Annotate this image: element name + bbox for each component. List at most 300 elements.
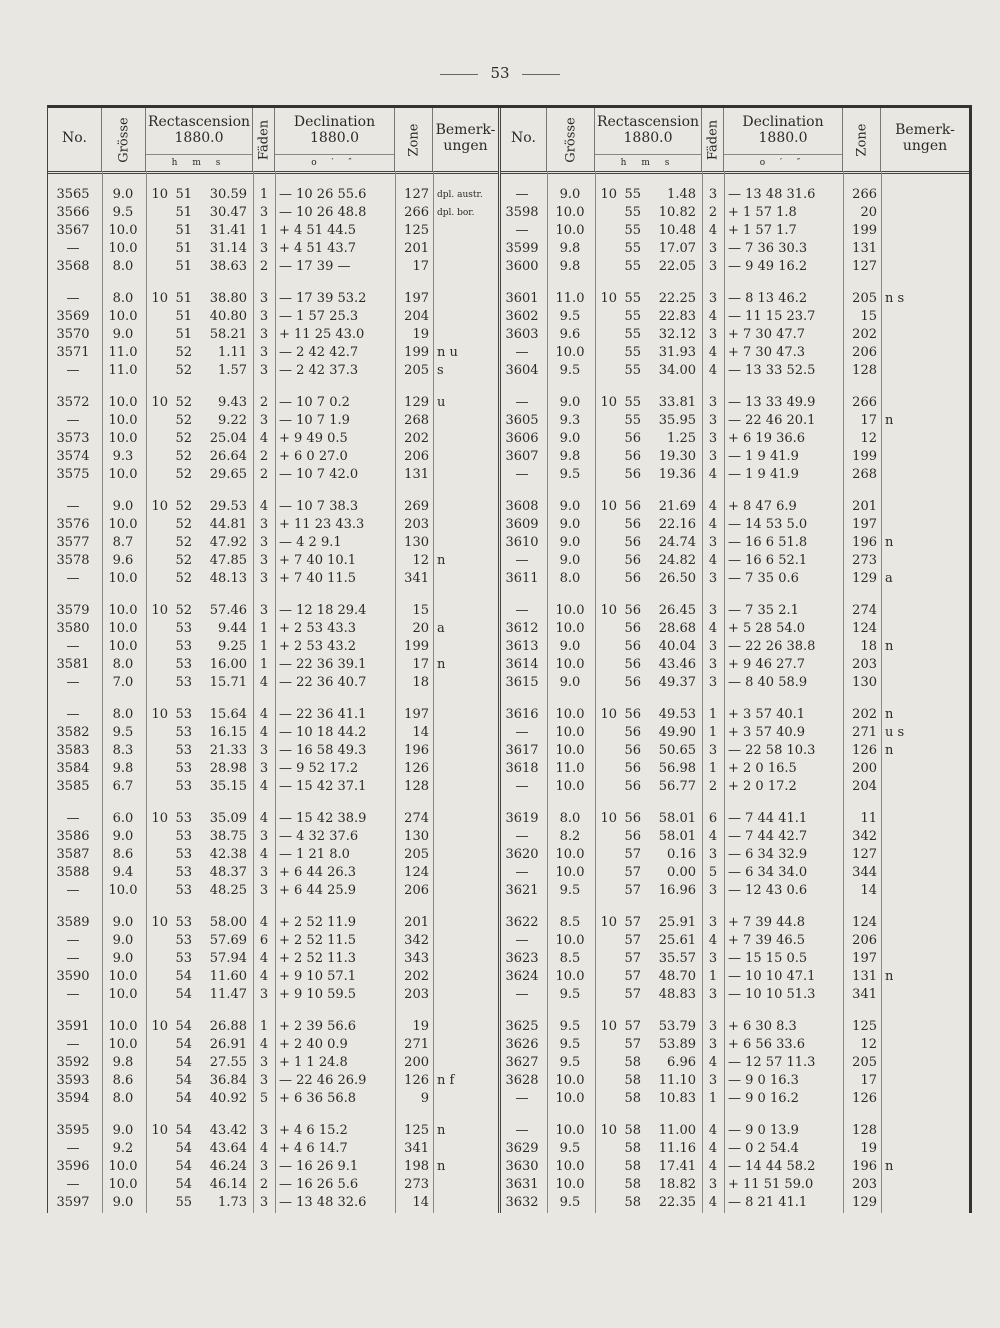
star-number: 3567 [56,223,90,238]
ra-seconds: 9.43 [218,395,247,410]
ra-seconds: 47.85 [209,553,247,568]
ra-seconds: 29.65 [209,467,247,482]
declination: — 12 43 0.6 [728,883,808,898]
magnitude: 9.5 [559,1019,581,1034]
threads-count: 3 [259,517,269,532]
header-declination-title: Declination [742,114,824,130]
threads-count: 4 [708,1141,718,1156]
table-row [501,760,969,778]
table-row [501,968,969,986]
zone-number: 274 [404,811,429,826]
header-groesse [102,108,146,171]
threads-count: 1 [708,1091,718,1106]
table-row [48,778,498,796]
ra-seconds: 44.81 [209,517,247,532]
table-row [501,326,969,344]
star-number: — [515,779,529,794]
declination: — 11 15 23.7 [728,309,816,324]
ra-seconds: 35.09 [209,811,247,826]
ra-seconds: 53.79 [658,1019,696,1034]
remark: n [885,743,894,758]
zone-number: 12 [860,1037,877,1052]
table-row [501,1090,969,1108]
table-row [501,828,969,846]
zone-number: 17 [412,259,429,274]
ra-seconds: 53.89 [658,1037,696,1052]
remark: n u [437,345,458,360]
threads-count: 4 [708,467,718,482]
star-number: — [515,1091,529,1106]
ra-minutes: 53 [175,915,192,930]
zone-number: 271 [852,725,877,740]
header-groesse-label: Grösse [116,116,131,163]
ra-seconds: 11.60 [209,969,247,984]
table-row [48,950,498,968]
declination: — 17 39 53.2 [279,291,367,306]
star-number: — [515,223,529,238]
ra-seconds: 30.59 [209,187,247,202]
ra-minutes: 57 [624,883,641,898]
star-number: 3606 [505,431,539,446]
zone-number: 19 [412,1019,429,1034]
star-number: 3583 [56,743,90,758]
ra-seconds: 11.16 [658,1141,696,1156]
ra-minutes: 54 [175,1159,192,1174]
declination: + 11 23 43.3 [279,517,365,532]
table-row [48,1054,498,1072]
declination: — 16 6 52.1 [728,553,808,568]
table-row [48,1072,498,1090]
table-row [48,362,498,380]
threads-count: 3 [708,675,718,690]
zone-number: 124 [852,621,877,636]
magnitude: 10.0 [555,847,585,862]
declination: — 16 58 49.3 [279,743,367,758]
ra-seconds: 10.48 [658,223,696,238]
threads-count: 2 [259,467,269,482]
remark: n [885,707,894,722]
declination: — 7 35 0.6 [728,571,799,586]
magnitude: 10.0 [555,657,585,672]
magnitude: 9.5 [559,363,581,378]
ra-minutes: 54 [175,1055,192,1070]
table-row [501,986,969,1004]
threads-count: 4 [259,675,269,690]
magnitude: 9.5 [559,1195,581,1210]
threads-count: 4 [259,499,269,514]
zone-number: 204 [852,779,877,794]
zone-number: 15 [860,309,877,324]
declination: — 10 26 48.8 [279,205,367,220]
threads-count: 4 [708,517,718,532]
star-number: — [66,675,80,690]
ra-seconds: 9.22 [218,413,247,428]
star-number: 3568 [56,259,90,274]
declination: + 8 47 6.9 [728,499,797,514]
zone-number: 14 [412,1195,429,1210]
declination: + 11 51 59.0 [728,1177,814,1192]
magnitude: 10.0 [108,1159,138,1174]
ra-minutes: 54 [175,1019,192,1034]
magnitude: 10.0 [555,725,585,740]
ra-seconds: 22.25 [658,291,696,306]
ra-seconds: 47.92 [209,535,247,550]
magnitude: 10.0 [555,743,585,758]
magnitude: 10.0 [108,395,138,410]
threads-count: 4 [708,1195,718,1210]
zone-number: 126 [404,1073,429,1088]
zone-number: 17 [412,657,429,672]
threads-count: 4 [259,847,269,862]
ra-seconds: 58.21 [209,327,247,342]
page-number: 53 [0,64,1000,82]
star-number: 3578 [56,553,90,568]
zone-number: 273 [852,553,877,568]
table-row [501,1018,969,1036]
ra-seconds: 48.37 [209,865,247,880]
ra-minutes: 55 [624,309,641,324]
star-number: 3614 [505,657,539,672]
table-row [501,1140,969,1158]
ra-minutes: 55 [624,259,641,274]
declination: — 14 44 58.2 [728,1159,816,1174]
ra-seconds: 31.93 [658,345,696,360]
table-row [48,706,498,724]
declination: — 9 0 16.3 [728,1073,799,1088]
star-number: — [515,603,529,618]
header-faeden-label: Fäden [256,119,271,160]
zone-number: 126 [852,743,877,758]
ra-minutes: 52 [175,363,192,378]
ra-minutes: 54 [175,1177,192,1192]
threads-count: 3 [259,1055,269,1070]
ra-seconds: 10.82 [658,205,696,220]
ra-minutes: 56 [624,811,641,826]
table-row [501,846,969,864]
magnitude: 9.0 [559,553,581,568]
magnitude: 9.0 [112,1195,134,1210]
ra-minutes: 56 [624,603,641,618]
ra-seconds: 15.71 [209,675,247,690]
ra-minutes: 55 [624,291,641,306]
star-number: — [515,933,529,948]
magnitude: 8.0 [559,571,581,586]
ra-seconds: 48.13 [209,571,247,586]
ra-minutes: 53 [175,933,192,948]
star-number: — [66,883,80,898]
remark: n [437,553,446,568]
star-number: 3626 [505,1037,539,1052]
zone-number: 127 [404,187,429,202]
star-number: 3572 [56,395,90,410]
ra-seconds: 58.01 [658,811,696,826]
threads-count: 1 [708,707,718,722]
threads-count: 3 [708,241,718,256]
ra-minutes: 53 [175,621,192,636]
ra-minutes: 52 [175,395,192,410]
threads-count: 4 [708,1055,718,1070]
ra-seconds: 34.00 [658,363,696,378]
threads-count: 3 [708,743,718,758]
star-number: 3630 [505,1159,539,1174]
star-number: 3631 [505,1177,539,1192]
threads-count: 3 [259,309,269,324]
declination: + 4 6 15.2 [279,1123,348,1138]
declination: — 22 36 41.1 [279,707,367,722]
magnitude: 11.0 [555,761,585,776]
table-row [501,932,969,950]
threads-count: 3 [708,847,718,862]
star-number: — [66,241,80,256]
declination: — 7 36 30.3 [728,241,808,256]
star-number: 3594 [56,1091,90,1106]
star-number: — [66,1141,80,1156]
threads-count: 3 [259,1159,269,1174]
ra-seconds: 32.12 [658,327,696,342]
ra-minutes: 56 [624,621,641,636]
ra-seconds: 1.25 [667,431,696,446]
declination: — 6 34 32.9 [728,847,808,862]
magnitude: 9.0 [112,187,134,202]
ra-hours: 10 [151,1019,168,1034]
zone-number: 199 [404,345,429,360]
magnitude: 11.0 [555,291,585,306]
header-zone [395,108,433,171]
declination: — 1 9 41.9 [728,467,799,482]
table-row [501,950,969,968]
magnitude: 11.0 [108,363,138,378]
magnitude: 10.0 [108,517,138,532]
remark: n [885,969,894,984]
magnitude: 8.0 [112,657,134,672]
star-number: — [515,725,529,740]
table-row [501,1194,969,1212]
ra-seconds: 29.53 [209,499,247,514]
ra-seconds: 43.64 [209,1141,247,1156]
magnitude: 9.0 [112,933,134,948]
declination: + 7 40 11.5 [279,571,357,586]
table-row [501,602,969,620]
ra-minutes: 54 [175,1123,192,1138]
star-number: — [515,1123,529,1138]
table-row [48,1176,498,1194]
star-number: 3569 [56,309,90,324]
magnitude: 8.5 [559,915,581,930]
star-number: — [66,933,80,948]
magnitude: 9.0 [559,517,581,532]
magnitude: 9.2 [112,1141,134,1156]
table-row [48,914,498,932]
star-number: — [66,571,80,586]
threads-count: 3 [708,571,718,586]
declination: + 3 57 40.1 [728,707,806,722]
declination: + 6 44 26.3 [279,865,357,880]
star-number: — [515,395,529,410]
ra-minutes: 55 [624,187,641,202]
threads-count: 1 [259,223,269,238]
remark: n [885,413,894,428]
ra-seconds: 35.15 [209,779,247,794]
ra-minutes: 51 [175,291,192,306]
declination: — 22 26 38.8 [728,639,816,654]
zone-number: 342 [852,829,877,844]
threads-count: 4 [259,707,269,722]
ra-seconds: 26.88 [209,1019,247,1034]
table-row [48,448,498,466]
table-row [501,638,969,656]
table-row [501,344,969,362]
magnitude: 9.0 [559,639,581,654]
ra-seconds: 22.35 [658,1195,696,1210]
declination: + 7 30 47.3 [728,345,806,360]
table-row [48,466,498,484]
star-number: 3617 [505,743,539,758]
threads-count: 3 [259,883,269,898]
threads-count: 3 [259,571,269,586]
threads-count: 3 [708,187,718,202]
table-row [501,516,969,534]
header-no-label: No. [62,130,87,146]
ra-minutes: 54 [175,1141,192,1156]
table-row [501,394,969,412]
star-number: — [66,811,80,826]
magnitude: 10.0 [108,603,138,618]
declination: — 15 42 38.9 [279,811,367,826]
declination: — 22 46 26.9 [279,1073,367,1088]
declination: — 16 6 51.8 [728,535,808,550]
ra-seconds: 19.30 [658,449,696,464]
threads-count: 2 [708,205,718,220]
ra-minutes: 52 [175,345,192,360]
ra-hours: 10 [151,707,168,722]
ra-seconds: 58.01 [658,829,696,844]
table-row [501,1054,969,1072]
table-row [501,620,969,638]
zone-number: 200 [404,1055,429,1070]
magnitude: 8.2 [559,829,581,844]
ra-minutes: 51 [175,187,192,202]
remark: n [437,1123,446,1138]
zone-number: 271 [404,1037,429,1052]
magnitude: 10.0 [108,413,138,428]
threads-count: 3 [708,413,718,428]
ra-hours: 10 [151,499,168,514]
star-number: — [66,499,80,514]
ra-minutes: 56 [624,761,641,776]
table-header [48,108,498,174]
ra-seconds: 36.84 [209,1073,247,1088]
ra-minutes: 51 [175,205,192,220]
zone-number: 343 [404,951,429,966]
zone-number: 202 [852,327,877,342]
table-row [48,222,498,240]
threads-count: 3 [259,761,269,776]
declination: — 0 2 54.4 [728,1141,799,1156]
threads-count: 3 [259,241,269,256]
star-number: 3574 [56,449,90,464]
table-row [501,914,969,932]
table-row [48,828,498,846]
zone-number: 18 [860,639,877,654]
zone-number: 199 [852,223,877,238]
remark: n [437,1159,446,1174]
ra-minutes: 56 [624,431,641,446]
magnitude: 10.0 [555,779,585,794]
ra-seconds: 40.80 [209,309,247,324]
zone-number: 203 [852,657,877,672]
declination: + 9 46 27.7 [728,657,806,672]
threads-count: 4 [259,915,269,930]
star-number: 3628 [505,1073,539,1088]
table-row [48,602,498,620]
threads-count: 3 [708,395,718,410]
zone-number: 14 [860,883,877,898]
ra-seconds: 11.00 [658,1123,696,1138]
magnitude: 10.0 [108,639,138,654]
star-number: 3615 [505,675,539,690]
zone-number: 17 [860,1073,877,1088]
table-row [501,724,969,742]
ra-seconds: 22.16 [658,517,696,532]
star-number: 3585 [56,779,90,794]
table-row [48,638,498,656]
table-row [48,1158,498,1176]
star-number: — [515,187,529,202]
zone-number: 126 [852,1091,877,1106]
threads-count: 3 [708,1019,718,1034]
table-row [48,534,498,552]
star-number: — [66,987,80,1002]
ra-minutes: 53 [175,951,192,966]
table-row [501,308,969,326]
zone-number: 273 [404,1177,429,1192]
zone-number: 196 [852,1159,877,1174]
magnitude: 10.0 [108,309,138,324]
ra-minutes: 56 [624,779,641,794]
ra-seconds: 30.47 [209,205,247,220]
ra-seconds: 33.81 [658,395,696,410]
threads-count: 3 [259,327,269,342]
declination: — 9 52 17.2 [279,761,359,776]
zone-number: 20 [412,621,429,636]
zone-number: 200 [852,761,877,776]
header-declination-units: o ′ ″ [275,154,394,171]
star-number: 3602 [505,309,539,324]
header-declination-epoch: 1880.0 [758,130,808,146]
zone-number: 269 [404,499,429,514]
threads-count: 4 [708,553,718,568]
table-row [48,430,498,448]
header-groesse [547,108,595,171]
ra-minutes: 51 [175,223,192,238]
ra-minutes: 53 [175,761,192,776]
magnitude: 9.0 [112,829,134,844]
star-number: 3608 [505,499,539,514]
star-number: — [66,291,80,306]
zone-number: 199 [404,639,429,654]
ra-seconds: 35.95 [658,413,696,428]
ra-seconds: 56.98 [658,761,696,776]
ra-minutes: 53 [175,865,192,880]
header-rectascension-title: Rectascension [147,114,251,130]
ra-minutes: 53 [175,657,192,672]
table-row [501,1072,969,1090]
ra-minutes: 52 [175,571,192,586]
ra-minutes: 56 [624,743,641,758]
zone-number: 206 [404,449,429,464]
ra-minutes: 56 [624,829,641,844]
zone-number: 12 [860,431,877,446]
